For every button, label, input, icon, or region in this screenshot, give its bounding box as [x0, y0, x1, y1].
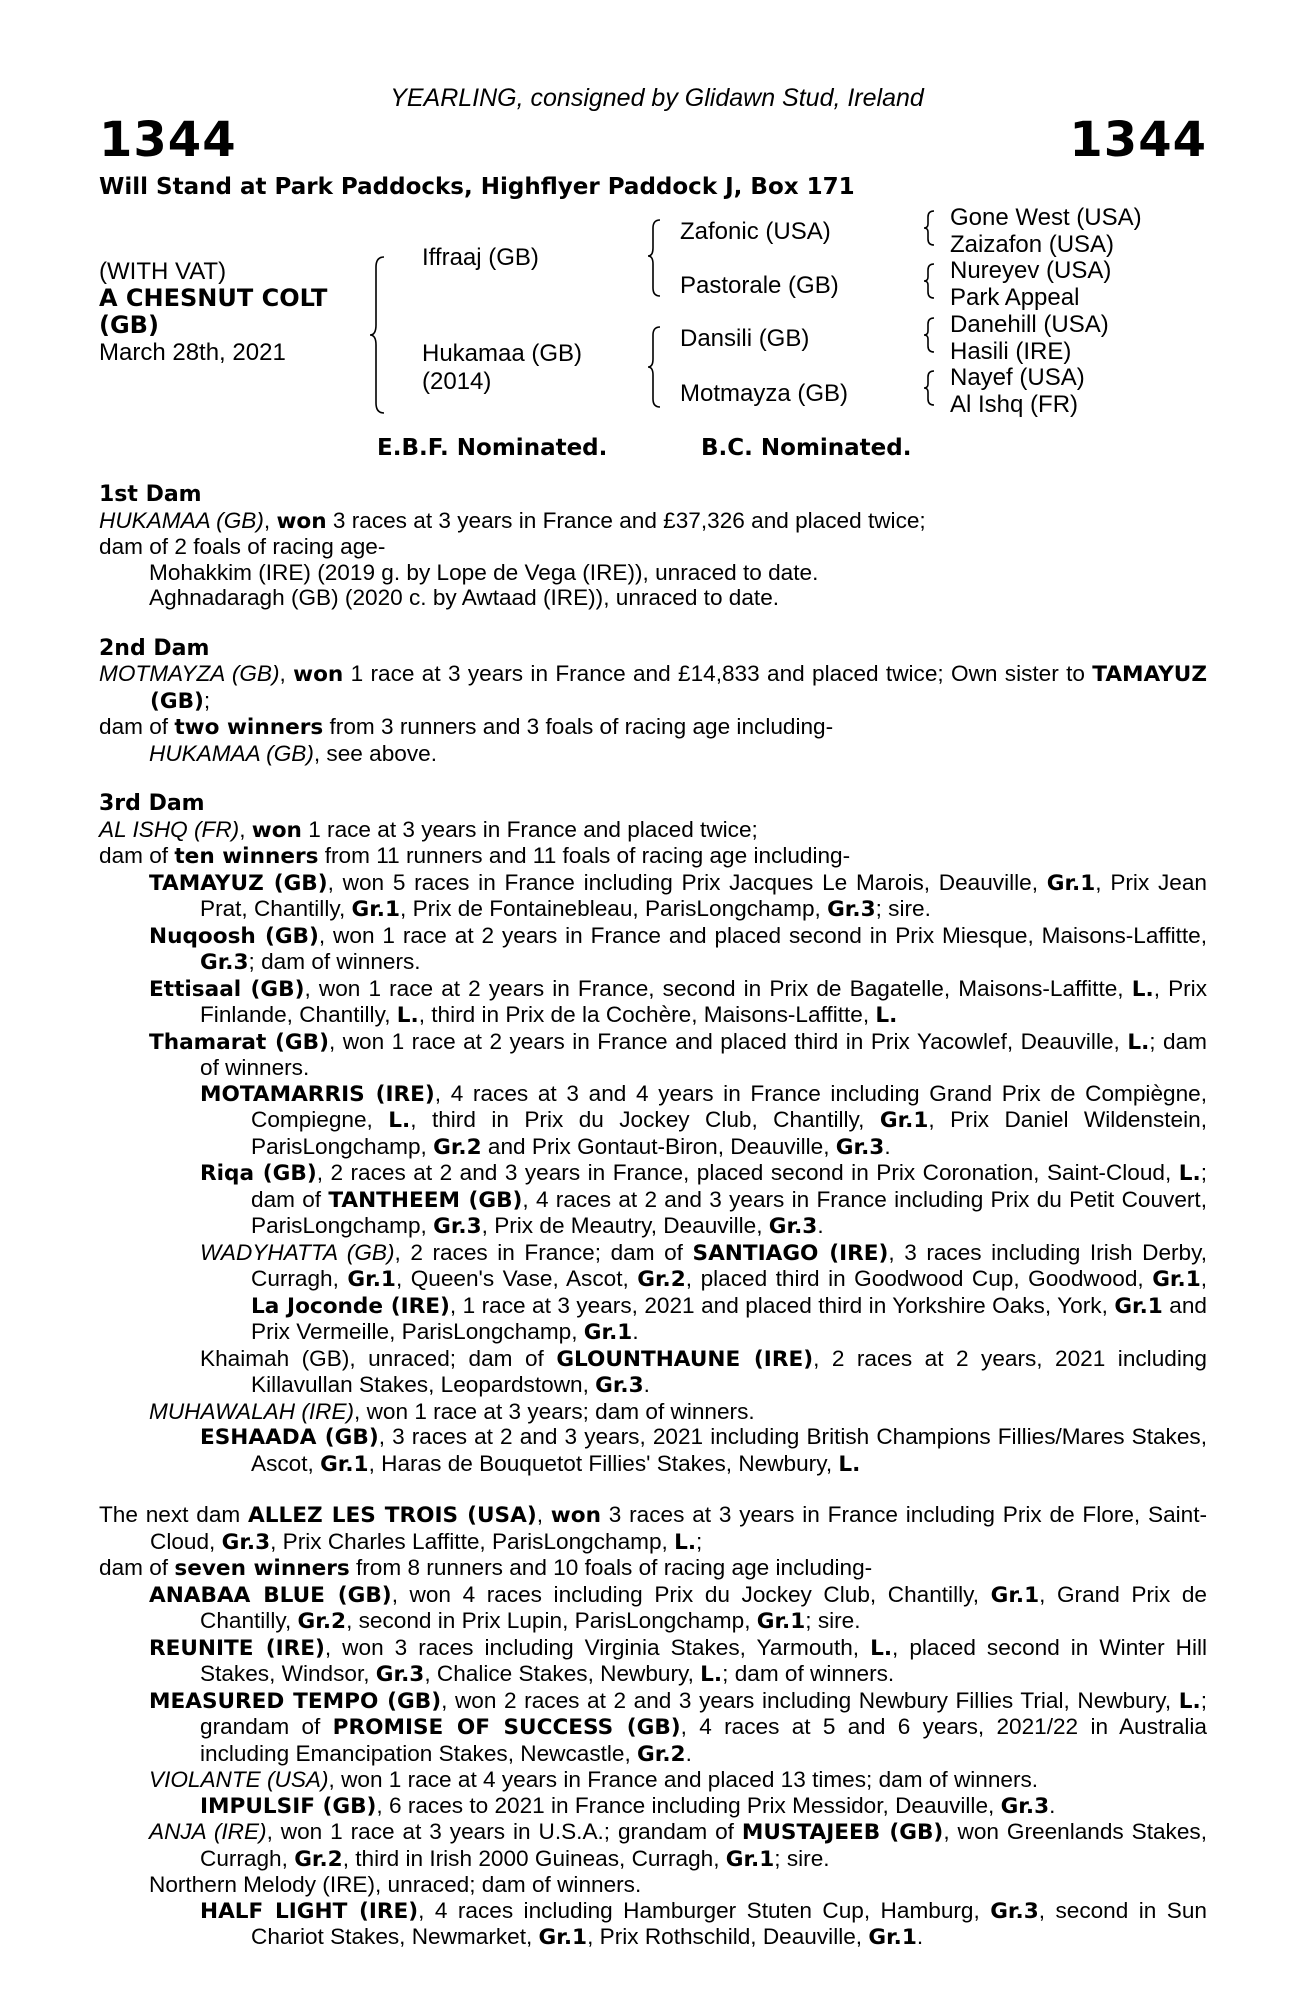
bc-nomination: B.C. Nominated. — [701, 435, 912, 461]
record-line: MEASURED TEMPO (GB), won 2 races at 2 and 3 years including Newbury Fillies Trial, Newbury, L.; grandam of PROMISE OF SUCCESS (GB), 4 races at 5 and 6 years, 2021/22 in Australia including Emancipation Stakes, Newcastle, Gr.2. — [149, 1687, 1207, 1767]
horse-name: A CHESNUT COLT — [99, 284, 328, 312]
pedigree-brace — [924, 369, 936, 407]
record-line: Riqa (GB), 2 races at 2 and 3 years in France, placed second in Prix Coronation, Saint-Cloud, L.; dam of TANTHEEM (GB), 4 races at 2 and 3 years in France including Prix du Petit Couvert, ParisLongchamp, Gr.3, Prix de Meautry, Deauville, Gr.3. — [200, 1160, 1208, 1239]
pedigree-sdd: Park Appeal — [950, 284, 1080, 311]
lot-number-left: 1344 — [99, 112, 237, 168]
section-heading: 2nd Dam — [99, 635, 210, 661]
record-line: dam of two winners from 3 runners and 3 foals of racing age including- — [99, 714, 834, 740]
foaling-date: March 28th, 2021 — [99, 339, 286, 366]
record-line: Ettisaal (GB), won 1 race at 2 years in France, second in Prix de Bagatelle, Maisons-Laffitte, L., Prix Finlande, Chantilly, L., third in Prix de la Cochère, Maisons-Laffitte, L. — [149, 975, 1207, 1028]
record-line: Aghnadaragh (GB) (2020 c. by Awtaad (IRE)), unraced to date. — [149, 585, 780, 610]
record-line: WADYHATTA (GB), 2 races in France; dam of SANTIAGO (IRE), 3 races including Irish Derby, Curragh, Gr.1, Queen's Vase, Ascot, Gr.2, placed third in Goodwood Cup, Goodwood, Gr.1, La Joconde (IRE), 1 race at 3 years, 2021 and placed third in Yorkshire Oaks, York, Gr.1 and Prix Vermeille, ParisLongchamp, Gr.1. — [200, 1239, 1208, 1345]
stand-location: Will Stand at Park Paddocks, Highflyer Paddock J, Box 171 — [99, 174, 855, 200]
pedigree-brace — [924, 209, 936, 247]
pedigree-sire-dam: Pastorale (GB) — [680, 272, 839, 299]
record-line: dam of ten winners from 11 runners and 11 foals of racing age including- — [99, 843, 851, 869]
pedigree-sds: Nureyev (USA) — [950, 257, 1112, 284]
pedigree-brace — [648, 218, 664, 298]
horse-country: (GB) — [99, 311, 159, 339]
record-line: Mohakkim (IRE) (2019 g. by Lope de Vega (IRE)), unraced to date. — [149, 559, 819, 585]
record-line: TAMAYUZ (GB), won 5 races in France including Prix Jacques Le Marois, Deauville, Gr.1, Prix Jean Prat, Chantilly, Gr.1, Prix de Fontainebleau, ParisLongchamp, Gr.3; sire. — [149, 869, 1207, 922]
record-line: MOTAMARRIS (IRE), 4 races at 3 and 4 years in France including Grand Prix de Compiègne, Compiegne, L., third in Prix du Jockey Club, Chantilly, Gr.1, Prix Daniel Wildenstein, ParisLongchamp, Gr.2 and Prix Gontaut-Biron, Deauville, Gr.3. — [200, 1080, 1207, 1160]
record-line: ANABAA BLUE (GB), won 4 races including Prix du Jockey Club, Chantilly, Gr.1, Grand Prix de Chantilly, Gr.2, second in Prix Lupin, ParisLongchamp, Gr.1; sire. — [149, 1581, 1207, 1634]
consignment-line: YEARLING, consigned by Glidawn Stud, Ireland — [390, 84, 924, 112]
pedigree-dam-sire: Dansili (GB) — [680, 325, 810, 352]
record-line: Nuqoosh (GB), won 1 race at 2 years in France and placed second in Prix Miesque, Maisons-Laffitte, Gr.3; dam of winners. — [149, 922, 1207, 975]
section-heading: 1st Dam — [99, 482, 202, 507]
record-line: dam of 2 foals of racing age- — [99, 534, 386, 559]
record-line: ESHAADA (GB), 3 races at 2 and 3 years, 2021 including British Champions Fillies/Mares Stakes, Ascot, Gr.1, Haras de Bouquetot Fillies' Stakes, Newbury, L. — [200, 1424, 1207, 1477]
record-line: dam of seven winners from 8 runners and 10 foals of racing age including- — [99, 1555, 873, 1581]
pedigree-dss: Danehill (USA) — [950, 311, 1109, 338]
section-heading: 3rd Dam — [99, 791, 205, 816]
record-line: Northern Melody (IRE), unraced; dam of winners. — [149, 1872, 642, 1897]
record-line: Khaimah (GB), unraced; dam of GLOUNTHAUNE (IRE), 2 races at 2 years, 2021 including Killavullan Stakes, Leopardstown, Gr.3. — [200, 1345, 1207, 1398]
pedigree-ssd: Zaizafon (USA) — [950, 231, 1115, 258]
record-line: VIOLANTE (USA), won 1 race at 4 years in France and placed 13 times; dam of winners. — [149, 1767, 1039, 1792]
pedigree-dsd: Hasili (IRE) — [950, 338, 1072, 365]
record-line: IMPULSIF (GB), 6 races to 2021 in France including Prix Messidor, Deauville, Gr.3. — [200, 1792, 1056, 1819]
family-record — [99, 482, 1207, 1951]
record-line: HUKAMAA (GB), see above. — [149, 740, 437, 766]
record-line: HALF LIGHT (IRE), 4 races including Hamburger Stuten Cup, Hamburg, Gr.3, second in Sun Chariot Stakes, Newmarket, Gr.1, Prix Rothschild, Deauville, Gr.1. — [200, 1897, 1207, 1950]
record-line: The next dam ALLEZ LES TROIS (USA), won 3 races at 3 years in France including Prix de Flore, Saint-Cloud, Gr.3, Prix Charles Laffitte, ParisLongchamp, L.; — [99, 1502, 1208, 1555]
pedigree-brace — [924, 316, 936, 354]
pedigree-ddd: Al Ishq (FR) — [950, 391, 1079, 418]
pedigree-brace — [648, 325, 664, 410]
pedigree-sss: Gone West (USA) — [950, 204, 1142, 231]
record-line: REUNITE (IRE), won 3 races including Virginia Stakes, Yarmouth, L., placed second in Winter Hill Stakes, Windsor, Gr.3, Chalice Stakes, Newbury, L.; dam of winners. — [149, 1634, 1207, 1687]
record-line: AL ISHQ (FR), won 1 race at 3 years in France and placed twice; — [99, 816, 758, 843]
pedigree-dam: Hukamaa (GB) — [422, 340, 583, 367]
record-line: ANJA (IRE), won 1 race at 3 years in U.S.A.; grandam of MUSTAJEEB (GB), won Greenlands Stakes, Curragh, Gr.2, third in Irish 2000 Guineas, Curragh, Gr.1; sire. — [149, 1819, 1207, 1872]
record-line: MOTMAYZA (GB), won 1 race at 3 years in France and £14,833 and placed twice; Own sister to TAMAYUZ (GB); — [99, 661, 1207, 714]
pedigree-sire-sire: Zafonic (USA) — [680, 218, 831, 245]
pedigree-brace — [370, 255, 390, 415]
ebf-nomination: E.B.F. Nominated. — [377, 435, 608, 461]
record-line: Thamarat (GB), won 1 race at 2 years in France and placed third in Prix Yacowlef, Deauville, L.; dam of winners. — [149, 1028, 1207, 1080]
vat-note: (WITH VAT) — [99, 258, 227, 285]
record-line: HUKAMAA (GB), won 3 races at 3 years in France and £37,326 and placed twice; — [99, 507, 926, 534]
pedigree-sire: Iffraaj (GB) — [422, 244, 539, 271]
pedigree-dam-year: (2014) — [422, 368, 492, 395]
pedigree-brace — [924, 262, 936, 300]
lot-number-right: 1344 — [1069, 112, 1207, 168]
pedigree-dds: Nayef (USA) — [950, 364, 1085, 391]
pedigree-dam-dam: Motmayza (GB) — [680, 380, 849, 407]
record-line: MUHAWALAH (IRE), won 1 race at 3 years; dam of winners. — [149, 1398, 755, 1424]
